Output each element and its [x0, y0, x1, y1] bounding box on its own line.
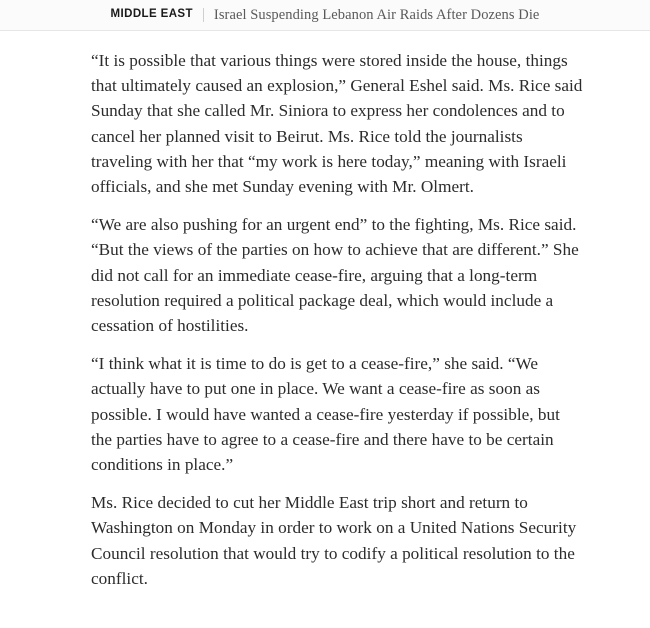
- article-headline[interactable]: Israel Suspending Lebanon Air Raids After Dozens Die: [213, 6, 540, 23]
- article-paragraph: Ms. Rice decided to cut her Middle East trip short and return to Washington on Monday in order to work on a United Nations Security Council resolution that would try to codify a political resolution to the conflict.: [91, 493, 577, 588]
- kicker-divider: [203, 8, 204, 22]
- article-paragraph: “It is possible that various things were stored inside the house, things that ultimately caused an explosion,” General Eshel said. Ms. Rice said Sunday that she called Mr. Siniora to express her condolences and to cancel her planned visit to Beirut. Ms. Rice told the journalists traveling with her that “my work is here today,” meaning with Israeli officials, and she met Sunday evening with Mr. Olmert.: [91, 51, 583, 197]
- section-kicker-middle-east[interactable]: MIDDLE EAST: [110, 8, 193, 21]
- article-body: [0, 31, 650, 591]
- article-header-bar: [0, 0, 650, 31]
- article-paragraph: “We are also pushing for an urgent end” to the fighting, Ms. Rice said. “But the views of the parties on how to achieve that are different.” She did not call for an immediate cease-fire, arguing that a long-term resolution required a political package deal, which would include a cessation of hostilities.: [91, 215, 579, 336]
- article-paragraph: “I think what it is time to do is get to a cease-fire,” she said. “We actually have to put one in place. We want a cease-fire as soon as possible. I would have wanted a cease-fire yesterday if possible, but the parties have to agree to a cease-fire and there have to be certain conditions in place.”: [91, 354, 560, 475]
